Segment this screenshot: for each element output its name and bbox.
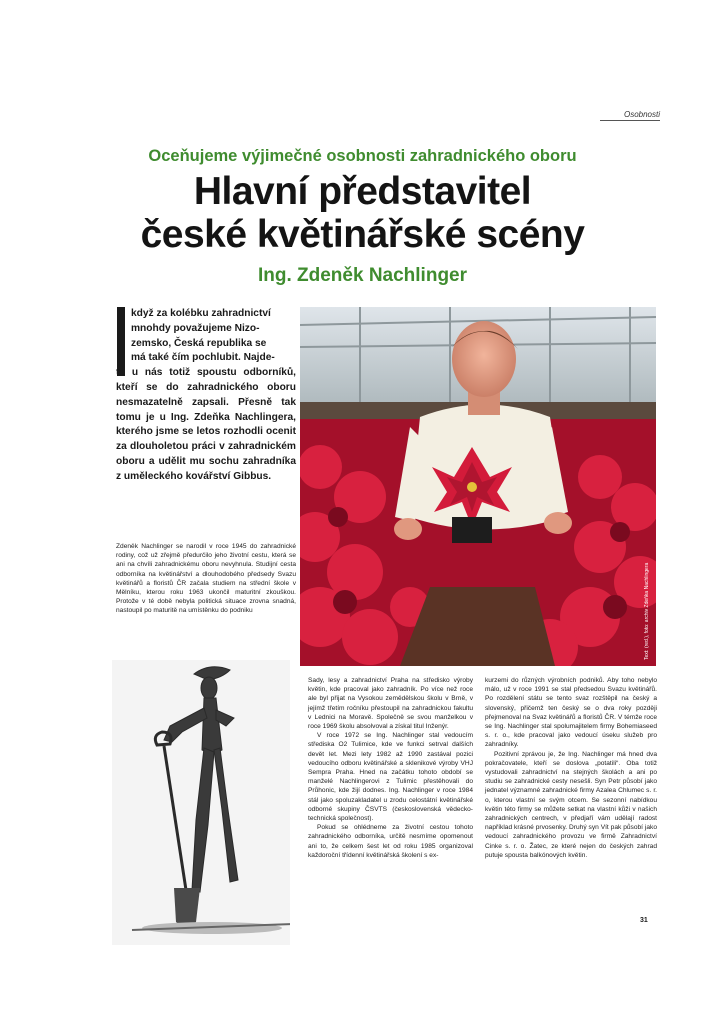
section-label: Osobnosti [600,110,660,121]
greenhouse-poinsettia-photo [300,307,656,666]
col3-paragraph-2: Pozitivní zprávou je, že Ing. Nachlinger má hned dva pokračovatele, kteří se doslova „potatili“. Oba totiž vystudovali zahradnictví na stejných školách a ani po studiu se zahradnické cesty nesešli. Syn Petr působí jako jednatel významné zahradnické firmy Azalea Chlumec s. r. o, kterou vlastní se svým otcem. Se sezonní nabídkou květin této firmy se můžete setkat na vlastní kůži v našich zahradnických centrech, v předjaří vám udělají radost například krásné prvosenky. Druhý syn Vít pak působí jako vedoucí zahradnického provozu ve firmě Zahradnictví Cinke s. r. o. Žatec, ze které nejen do českých zahrad putuje spousta balkónových květin. [485,750,657,859]
lead-line-4: má také čím pochlubit. Najde- [131,352,275,364]
column-3-text [485,676,657,860]
portrait-photo [300,307,656,666]
headline-line-1: Hlavní představitel [193,170,532,213]
column-2-text [308,676,473,860]
col2-paragraph-2: V roce 1972 se Ing. Nachlinger stal vedoucím střediska O2 Tulimice, kde ve funkci setrval dalších devět let. Mezi lety 1982 až 1990 zastával pozici vedoucího odboru květinářské a sklenikové výroby VHJ Sempra Praha. Hned na začátku tohoto období se manželé Nachlingerovi z Tulimic přestěhovali do Průhonic, kde žijí dodnes. Ing. Nachlinger v roce 1984 stál jako spoluzakladatel u zrodu celostátní květinářské odborné skupiny ČSVTS (československá vědecko-technická společnost). [308,732,473,823]
column-1-text: Zdeněk Nachlinger se narodil v roce 1945 do zahradnické rodiny, což už zřejmě předurčilo jeho životní cestu, která se ani na chvíli zahradnickému oboru nevyhnula. Studijní cesta odborníka na květinářství a dlouhodobého předsedy Svazu květinářů a floristů ČR začala studiem na střední škole v Mělníku, kterou roku 1963 ukončil maturitní zkouškou. Protože v té době nebyla politická situace zrovna snadná, nastoupil po maturitě na umístěnku do podniku [116,543,296,615]
gardener-statue-photo [112,660,290,945]
lead-paragraph [116,307,296,485]
headline-line-2: české květinářské scény [140,213,585,256]
subhead-name: Ing. Zdeněk Nachlinger [257,265,468,286]
page-number: 31 [640,917,648,924]
col3-paragraph-1: kurzemi do různých výrobních podniků. Aby toho nebylo málo, už v roce 1991 se stal předsedou Svazu květinářů. Po rozdělení státu se tento svaz rozštěpil na český a slovenský, přičemž ten český se o dva roky později přejmenoval na Svaz květinářů a floristů ČR. V témže roce se Ing. Nachlinger stal spolumajitelem firmy Bohemiaseed s. r. o., kde pracoval jako vedoucí úseku služeb pro zahradníky. [485,677,657,749]
col2-paragraph-3: Pokud se ohlédneme za životní cestou tohoto zahradnického odborníka, určitě nesmíme opomenout ani to, že celkem šest let od roku 1985 organizoval každoroční třídenní květinářská školení s ex- [308,824,473,859]
lead-line-3: zemsko, Česká republika se [131,337,267,349]
lead-line-2: mnohdy považujeme Nizo- [131,322,260,334]
col2-paragraph-1: Sady, lesy a zahradnictví Praha na středisko výroby květin, kde pracoval jako zahradník. Po více než roce ale byl přijat na Vysokou zemědělskou školu v Brně, v jejímž třetím ročníku přestoupil na zahradnickou fakultu v Lednici na Moravě. Společně se svou manželkou v roce 1969 školu absolvoval a získal titul Inženýr. [308,677,473,731]
lead-rest: te u nás totiž spoustu odborníků, kteří se do zahradnického oboru nesmazatelně zapsali. Přesně tak tomu je u Ing. Zdeňka Nachlingera, kterého jsme se letos rozhodli ocenit za dlouholetou práci v zahradnickém oboru a udělit mu sochu zahradníka z uměleckého kovářství Gibbus. [116,367,296,482]
kicker-line: Oceňujeme výjimečné osobnosti zahradnického oboru [148,147,577,165]
photo-credit-text: Text: (red.), foto: archiv Zdeňka Nachlingera [644,562,650,660]
lead-line-1: když za kolébku zahradnictví [131,308,271,319]
photo-credit [644,560,654,660]
